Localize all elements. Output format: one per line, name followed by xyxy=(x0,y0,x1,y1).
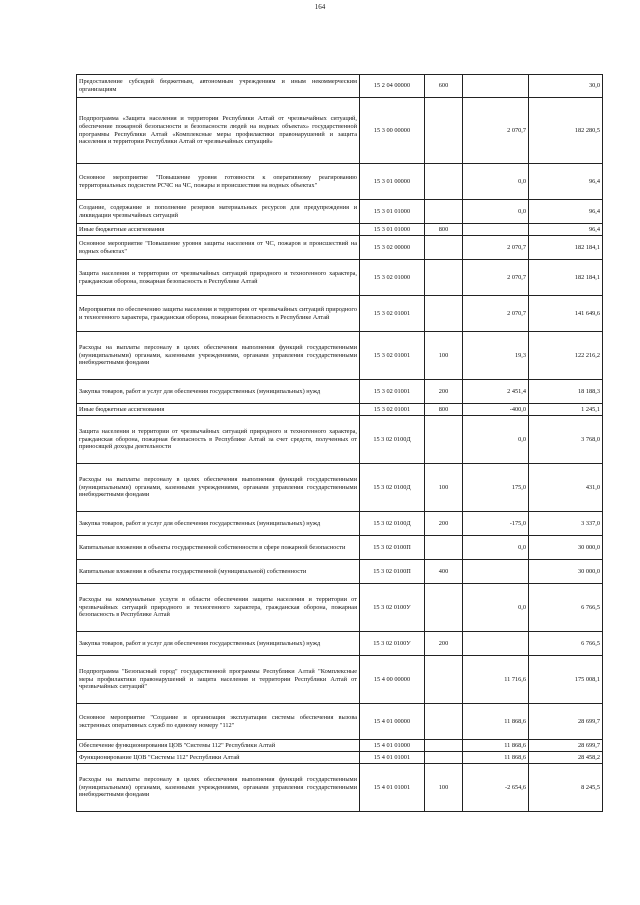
row-expense-type: 800 xyxy=(425,224,463,236)
row-total: 30 000,0 xyxy=(529,536,603,560)
row-change: 11 868,6 xyxy=(463,752,529,764)
row-total: 182 184,1 xyxy=(529,260,603,296)
row-name: Подпрограмма "Безопасный город" государственной программы Республики Алтай "Комплексные меры профилактики правонарушений и защита населения и территории Республики Алтай от чрезвычайных ситуаций" xyxy=(77,656,360,704)
row-change: 11 868,6 xyxy=(463,704,529,740)
row-code: 15 3 02 01001 xyxy=(360,404,425,416)
row-name: Расходы на выплаты персоналу в целях обеспечения выполнения функций государственными (муниципальными) органами, казенными учреждениями, органами управления государственными внебюджетными фондами xyxy=(77,464,360,512)
table-row xyxy=(77,75,603,98)
row-name: Предоставление субсидий бюджетным, автономным учреждениям и иным некоммерческим организациям xyxy=(77,75,360,98)
row-total: 28 699,7 xyxy=(529,704,603,740)
row-total: 28 699,7 xyxy=(529,740,603,752)
row-change: -400,0 xyxy=(463,404,529,416)
row-total: 28 458,2 xyxy=(529,752,603,764)
row-name: Защита населения и территории от чрезвычайных ситуаций природного и техногенного характера, гражданская оборона, пожарная безопасность в Республике Алтай за счет средств, полученных от приносящей доходы деятельности xyxy=(77,416,360,464)
row-expense-type xyxy=(425,416,463,464)
row-expense-type: 100 xyxy=(425,764,463,812)
row-code: 15 3 02 0100П xyxy=(360,560,425,584)
row-expense-type: 200 xyxy=(425,380,463,404)
table-row xyxy=(77,164,603,200)
row-name: Закупка товаров, работ и услуг для обеспечения государственных (муниципальных) нужд xyxy=(77,380,360,404)
row-code: 15 3 01 01000 xyxy=(360,224,425,236)
row-name: Иные бюджетные ассигнования xyxy=(77,224,360,236)
row-expense-type: 100 xyxy=(425,464,463,512)
table-row xyxy=(77,704,603,740)
table-row xyxy=(77,260,603,296)
row-expense-type: 800 xyxy=(425,404,463,416)
row-expense-type xyxy=(425,98,463,164)
row-change: 0,0 xyxy=(463,584,529,632)
row-code: 15 3 02 0100П xyxy=(360,536,425,560)
row-change: 2 070,7 xyxy=(463,296,529,332)
row-total: 3 337,0 xyxy=(529,512,603,536)
row-change xyxy=(463,560,529,584)
row-total: 30 000,0 xyxy=(529,560,603,584)
table-row xyxy=(77,560,603,584)
row-expense-type: 200 xyxy=(425,632,463,656)
row-name: Основное мероприятие "Повышение уровня защиты населения от ЧС, пожаров и происшествий на водных объектах" xyxy=(77,236,360,260)
row-code: 15 3 02 0100Д xyxy=(360,512,425,536)
row-change: 0,0 xyxy=(463,536,529,560)
table-row xyxy=(77,404,603,416)
budget-table xyxy=(76,74,603,812)
row-name: Основное мероприятие "Повышение уровня готовности к оперативному реагированию территориальных подсистем РСЧС на ЧС, пожары и происшествия на водных объектах" xyxy=(77,164,360,200)
row-expense-type xyxy=(425,584,463,632)
row-change: 0,0 xyxy=(463,200,529,224)
row-expense-type xyxy=(425,704,463,740)
table-row xyxy=(77,416,603,464)
row-change: 0,0 xyxy=(463,416,529,464)
table-row xyxy=(77,752,603,764)
table-row xyxy=(77,296,603,332)
row-code: 15 4 01 01000 xyxy=(360,740,425,752)
row-expense-type xyxy=(425,740,463,752)
row-expense-type xyxy=(425,260,463,296)
row-total: 3 768,0 xyxy=(529,416,603,464)
row-total: 96,4 xyxy=(529,164,603,200)
row-expense-type xyxy=(425,164,463,200)
row-expense-type: 100 xyxy=(425,332,463,380)
row-total: 6 766,5 xyxy=(529,584,603,632)
row-change xyxy=(463,75,529,98)
table-row xyxy=(77,380,603,404)
row-change xyxy=(463,632,529,656)
row-name: Функционирование ЦОВ "Системы 112" Республики Алтай xyxy=(77,752,360,764)
row-code: 15 3 02 0100У xyxy=(360,632,425,656)
row-code: 15 3 02 01000 xyxy=(360,260,425,296)
row-code: 15 3 02 0100Д xyxy=(360,464,425,512)
table-row xyxy=(77,764,603,812)
row-name: Обеспечение функционирования ЦОВ "Системы 112" Республики Алтай xyxy=(77,740,360,752)
row-change: 0,0 xyxy=(463,164,529,200)
row-change: 2 070,7 xyxy=(463,98,529,164)
row-name: Защита населения и территории от чрезвычайных ситуаций природного и техногенного характера, гражданская оборона, пожарная безопасность в Республике Алтай xyxy=(77,260,360,296)
row-total: 96,4 xyxy=(529,224,603,236)
row-expense-type: 400 xyxy=(425,560,463,584)
row-code: 15 2 04 00000 xyxy=(360,75,425,98)
row-code: 15 3 01 01000 xyxy=(360,200,425,224)
row-name: Капитальные вложения в объекты государственной (муниципальной) собственности xyxy=(77,560,360,584)
row-expense-type: 600 xyxy=(425,75,463,98)
row-expense-type xyxy=(425,236,463,260)
row-code: 15 3 02 0100У xyxy=(360,584,425,632)
table-row xyxy=(77,512,603,536)
row-code: 15 4 01 00000 xyxy=(360,704,425,740)
row-total: 122 216,2 xyxy=(529,332,603,380)
row-code: 15 3 02 00000 xyxy=(360,236,425,260)
row-change: 2 070,7 xyxy=(463,260,529,296)
row-name: Подпрограмма «Защита населения и территории Республики Алтай от чрезвычайных ситуаций, обеспечение пожарной безопасности и безопасности людей на водных объектах» государственной программы Республики Алтай «Комплексные меры профилактики правонарушений и защита населения и территории Республики Алтай от чрезвычайных ситуаций» xyxy=(77,98,360,164)
row-code: 15 3 02 01001 xyxy=(360,380,425,404)
row-name: Основное мероприятие "Создание и организация эксплуатации системы обеспечения вызова экстренных оперативных служб по единому номеру "112" xyxy=(77,704,360,740)
table-row xyxy=(77,656,603,704)
row-total: 18 188,3 xyxy=(529,380,603,404)
row-name: Расходы на коммунальные услуги в области обеспечения защиты населения и территории от чрезвычайных ситуаций природного и техногенного характера, гражданская оборона, пожарная безопасность в Республике Алтай xyxy=(77,584,360,632)
page-number: 164 xyxy=(314,3,326,11)
budget-table-body xyxy=(77,75,603,812)
row-code: 15 3 02 01001 xyxy=(360,332,425,380)
row-code: 15 3 02 0100Д xyxy=(360,416,425,464)
table-row xyxy=(77,98,603,164)
table-row xyxy=(77,200,603,224)
row-total: 30,0 xyxy=(529,75,603,98)
row-name: Расходы на выплаты персоналу в целях обеспечения выполнения функций государственными (муниципальными) органами, казенными учреждениями, органами управления государственными внебюджетными фондами xyxy=(77,764,360,812)
row-change: -175,0 xyxy=(463,512,529,536)
table-row xyxy=(77,632,603,656)
table-row xyxy=(77,224,603,236)
row-change: 11 716,6 xyxy=(463,656,529,704)
row-name: Закупка товаров, работ и услуг для обеспечения государственных (муниципальных) нужд xyxy=(77,512,360,536)
row-total: 6 766,5 xyxy=(529,632,603,656)
row-code: 15 4 01 01001 xyxy=(360,752,425,764)
row-total: 431,0 xyxy=(529,464,603,512)
row-name: Расходы на выплаты персоналу в целях обеспечения выполнения функций государственными (муниципальными) органами, казенными учреждениями, органами управления государственными внебюджетными фондами xyxy=(77,332,360,380)
row-total: 96,4 xyxy=(529,200,603,224)
row-total: 8 245,5 xyxy=(529,764,603,812)
row-change: 175,0 xyxy=(463,464,529,512)
row-name: Иные бюджетные ассигнования xyxy=(77,404,360,416)
row-change: 2 451,4 xyxy=(463,380,529,404)
row-expense-type xyxy=(425,536,463,560)
row-code: 15 4 00 00000 xyxy=(360,656,425,704)
row-expense-type: 200 xyxy=(425,512,463,536)
row-change: -2 654,6 xyxy=(463,764,529,812)
row-code: 15 3 00 00000 xyxy=(360,98,425,164)
row-change: 11 868,6 xyxy=(463,740,529,752)
table-row xyxy=(77,536,603,560)
row-change: 2 070,7 xyxy=(463,236,529,260)
row-name: Капитальные вложения в объекты государственной собственности в сфере пожарной безопасности xyxy=(77,536,360,560)
row-total: 1 245,1 xyxy=(529,404,603,416)
table-row xyxy=(77,464,603,512)
row-name: Закупка товаров, работ и услуг для обеспечения государственных (муниципальных) нужд xyxy=(77,632,360,656)
table-row xyxy=(77,332,603,380)
row-code: 15 3 01 00000 xyxy=(360,164,425,200)
row-total: 175 008,1 xyxy=(529,656,603,704)
table-row xyxy=(77,236,603,260)
row-total: 141 649,6 xyxy=(529,296,603,332)
row-change: 19,3 xyxy=(463,332,529,380)
row-code: 15 4 01 01001 xyxy=(360,764,425,812)
row-total: 182 280,5 xyxy=(529,98,603,164)
row-expense-type xyxy=(425,752,463,764)
table-row xyxy=(77,740,603,752)
row-name: Создание, содержание и пополнение резервов материальных ресурсов для предупреждения и ликвидации чрезвычайных ситуаций xyxy=(77,200,360,224)
row-name: Мероприятия по обеспечению защиты населения и территории от чрезвычайных ситуаций природного и техногенного характера, гражданская оборона, пожарная безопасность в Республике Алтай xyxy=(77,296,360,332)
row-expense-type xyxy=(425,200,463,224)
row-expense-type xyxy=(425,656,463,704)
row-change xyxy=(463,224,529,236)
row-total: 182 184,1 xyxy=(529,236,603,260)
table-row xyxy=(77,584,603,632)
row-code: 15 3 02 01001 xyxy=(360,296,425,332)
row-expense-type xyxy=(425,296,463,332)
